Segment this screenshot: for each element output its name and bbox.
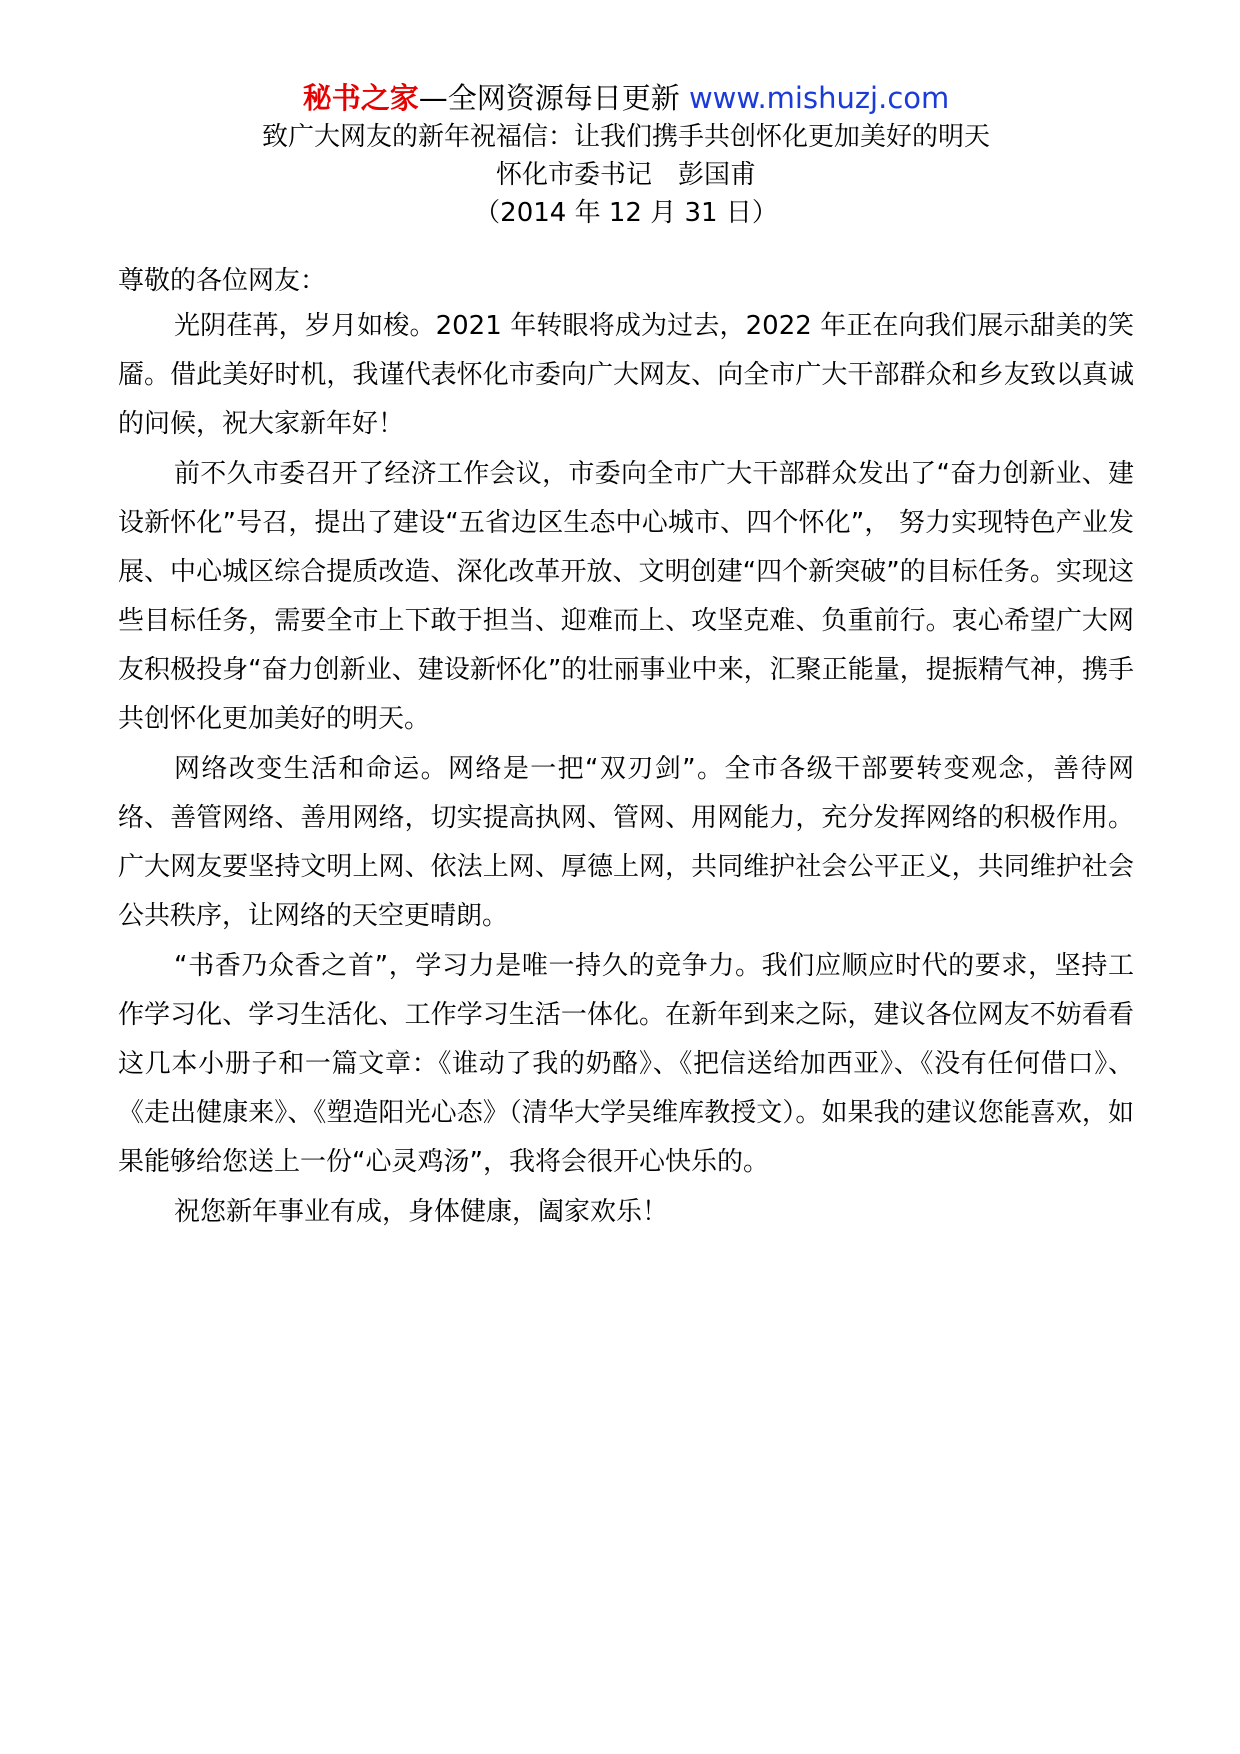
document-page <box>118 78 1134 1238</box>
document-header <box>118 78 1134 232</box>
paragraph: 网络改变生活和命运。网络是一把“双刃剑”。全市各级干部要转变观念，善待网络、善管网络、善用网络，切实提高执网、管网、用网能力，充分发挥网络的积极作用。广大网友要坚持文明上网、依法上网、厚德上网，共同维护社会公平正义，共同维护社会公共秩序，让网络的天空更晴朗。 <box>118 754 1134 931</box>
site-name: 秘书之家 <box>302 81 419 115</box>
salutation: 尊敬的各位网友： <box>118 266 327 296</box>
letter-date: （2014 年 12 月 31 日） <box>474 198 778 228</box>
letter-title: 致广大网友的新年祝福信：让我们携手共创怀化更加美好的明天 <box>261 122 990 152</box>
site-banner <box>118 78 1134 118</box>
site-tagline: —全网资源每日更新 <box>418 81 689 115</box>
paragraph: 光阴荏苒，岁月如梭。2021 年转眼将成为过去，2022 年正在向我们展示甜美的笑靥。借此美好时机，我谨代表怀化市委向广大网友、向全市广大干部群众和乡友致以真诚的问候，祝大家新年好！ <box>118 311 1134 439</box>
paragraph: 前不久市委召开了经济工作会议，市委向全市广大干部群众发出了“奋力创新业、建设新怀化”号召，提出了建设“五省边区生态中心城市、四个怀化”， 努力实现特色产业发展、中心城区综合提质改造、深化改革开放、文明创建“四个新突破”的目标任务。实现这些目标任务，需要全市上下敢于担当、迎难而上、攻坚克难、负重前行。衷心希望广大网友积极投身“奋力创新业、建设新怀化”的壮丽事业中来，汇聚正能量，提振精气神，携手共创怀化更加美好的明天。 <box>118 459 1134 734</box>
site-url-link[interactable]: www.mishuzj.com <box>688 81 950 115</box>
closing-paragraph: 祝您新年事业有成，身体健康，阖家欢乐！ <box>174 1197 669 1227</box>
letter-author: 怀化市委书记 彭国甫 <box>495 160 756 190</box>
letter-body <box>118 260 1134 1237</box>
paragraph: “书香乃众香之首”，学习力是唯一持久的竞争力。我们应顺应时代的要求，坚持工作学习化、学习生活化、工作学习生活一体化。在新年到来之际，建议各位网友不妨看看这几本小册子和一篇文章：《谁动了我的奶酪》、《把信送给加西亚》、《没有任何借口》、《走出健康来》、《塑造阳光心态》（清华大学吴维库教授文）。如果我的建议您能喜欢，如果能够给您送上一份“心灵鸡汤”，我将会很开心快乐的。 <box>118 951 1134 1177</box>
